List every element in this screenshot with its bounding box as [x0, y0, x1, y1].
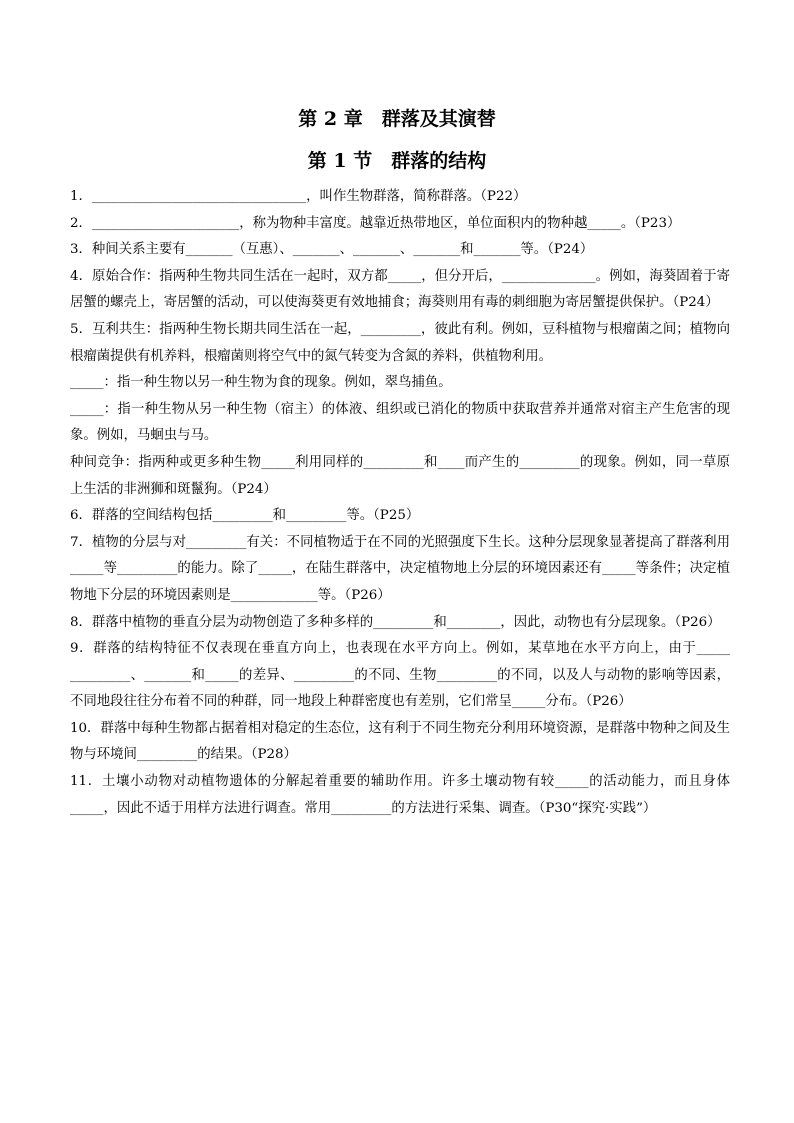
chapter-title: 第 2 章 群落及其演替 [298, 108, 496, 130]
question-list [70, 184, 730, 822]
question-7: 7．植物的分层与对_________有关：不同植物适于在不同的光照强度下生长。这种分层现象显著提高了群落利用_____等_________的能力。除了_____，在陆生群落中，决定植物地上分层的环境因素还有_____等条件；决定植物地下分层的环境因素则是_____________等。（P26） [70, 534, 730, 603]
question-5-predation: _____：指一种生物以另一种生物为食的现象。例如，翠鸟捕鱼。 [70, 375, 452, 391]
section-title: 第 1 节 群落的结构 [307, 150, 487, 172]
question-11: 11．土壤小动物对动植物遗体的分解起着重要的辅助作用。许多土壤动物有较_____的活动能力，而且身体_____，因此不适于用样方法进行调查。常用_________的方法进行采集、调查。（P30“探究·实践”） [70, 774, 730, 816]
question-9: 9．群落的结构特征不仅表现在垂直方向上，也表现在水平方向上。例如，某草地在水平方向上，由于_____ _________、_______和_____的差异、_________的不同、生物_________的不同，以及人与动物的影响等因素，不同地段往往分布着不同的种群，同一地段上种群密度也有差别，它们常呈_____分布。（P26） [70, 641, 730, 710]
question-5-competition: 种间竞争：指两种或更多种生物_____利用同样的_________和____而产生的_________的现象。例如，同一草原上生活的非洲狮和斑鬣狗。（P24） [70, 454, 730, 497]
question-8: 8．群落中植物的垂直分层为动物创造了多种多样的_________和________，因此，动物也有分层现象。（P26） [70, 614, 721, 630]
question-10: 10．群落中每种生物都占据着相对稳定的生态位，这有利于不同生物充分利用环境资源，是群落中物种之间及生物与环境间_________的结果。（P28） [70, 720, 730, 763]
question-1: 1．________________________________，叫作生物群落，简称群落。（P22） [70, 189, 527, 204]
question-2: 2．______________________，称为物种丰富度。越靠近热带地区，单位面积内的物种越_____。（P23） [70, 215, 681, 231]
question-6: 6．群落的空间结构包括_________和_________等。（P25） [70, 508, 420, 524]
question-5-parasitism: _____：指一种生物从另一种生物（宿主）的体液、组织或已消化的物质中获取营养并通常对宿主产生危害的现象。例如，马蛔虫与马。 [70, 401, 730, 444]
question-5: 5．互利共生：指两种生物长期共同生活在一起，_________，彼此有利。例如，豆科植物与根瘤菌之间；植物向根瘤菌提供有机养料，根瘤菌则将空气中的氮气转变为含氮的养料，供植物利用。 [70, 321, 730, 364]
question-3: 3．种间关系主要有_______（互惠）、_______、_______、_______和_______等。（P24） [70, 242, 594, 258]
question-4: 4．原始合作：指两种生物共同生活在一起时，双方都_____，但分开后，______________。例如，海葵固着于寄居蟹的螺壳上，寄居蟹的活动，可以使海葵更有效地捕食；海葵则用有毒的刺细胞为寄居蟹提供保护。（P24） [70, 268, 730, 311]
